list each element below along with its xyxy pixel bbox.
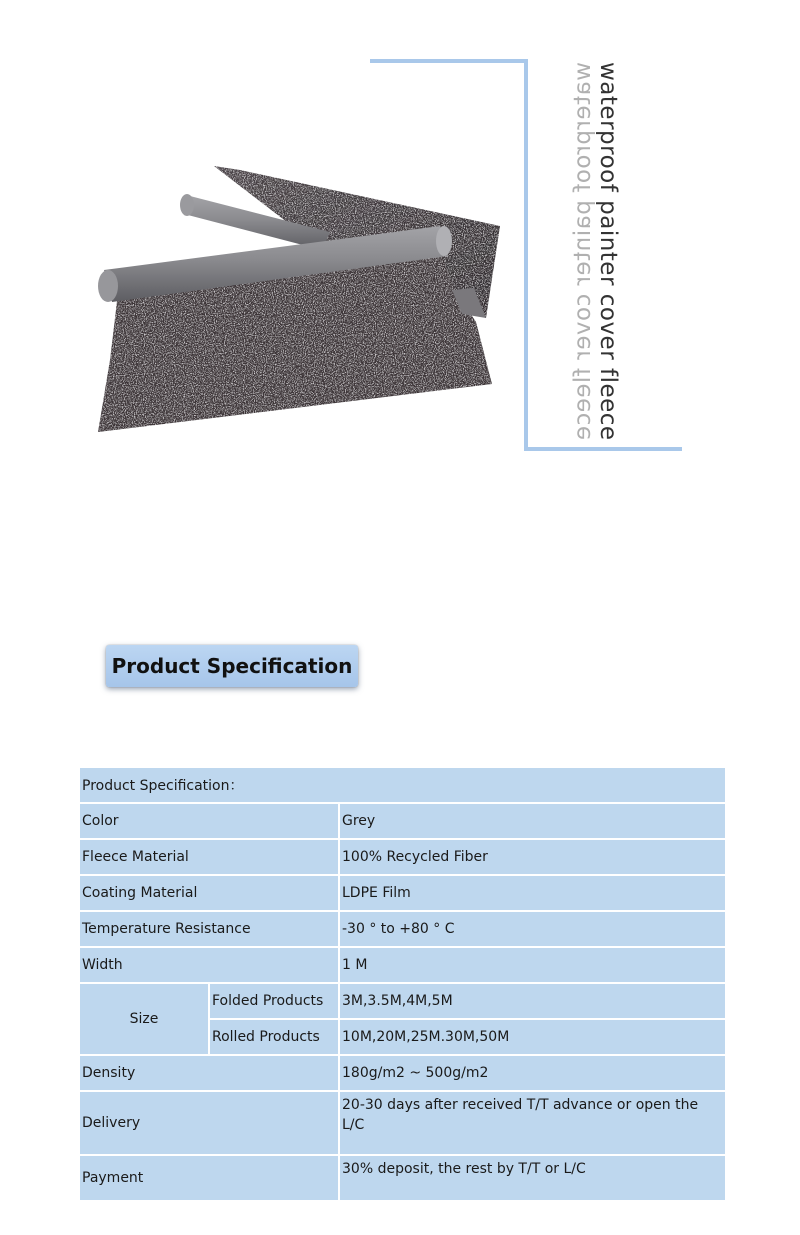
row-value: -30 ° to +80 ° C <box>339 911 726 947</box>
size-sub-value: 10M,20M,25M.30M,50M <box>339 1019 726 1055</box>
row-label: Density <box>79 1055 339 1091</box>
table-row <box>79 911 726 947</box>
row-value: 100% Recycled Fiber <box>339 839 726 875</box>
row-label: Payment <box>79 1155 339 1201</box>
table-row <box>79 1155 726 1201</box>
table-row <box>79 947 726 983</box>
table-row <box>79 983 726 1019</box>
row-label: Fleece Material <box>79 839 339 875</box>
row-label: Color <box>79 803 339 839</box>
vertical-title-reflection: waterproof painter cover fleece <box>570 62 596 441</box>
row-label: Temperature Resistance <box>79 911 339 947</box>
row-value: LDPE Film <box>339 875 726 911</box>
table-header-row <box>79 767 726 803</box>
size-sub-label: Rolled Products <box>209 1019 339 1055</box>
row-label: Width <box>79 947 339 983</box>
size-sub-label: Folded Products <box>209 983 339 1019</box>
product-image <box>0 0 520 460</box>
section-heading: Product Specification <box>106 645 358 687</box>
row-value: Grey <box>339 803 726 839</box>
row-label: Delivery <box>79 1091 339 1155</box>
table-row <box>79 1091 726 1155</box>
table-row <box>79 875 726 911</box>
size-sub-value: 3M,3.5M,4M,5M <box>339 983 726 1019</box>
row-value: 20-30 days after received T/T advance or open the L/C <box>339 1091 726 1155</box>
bracket-vertical-line <box>524 59 528 451</box>
bracket-top-line <box>370 59 528 63</box>
vertical-title: waterproof painter cover fleece <box>595 62 621 441</box>
row-label: Coating Material <box>79 875 339 911</box>
row-value: 180g/m2 ~ 500g/m2 <box>339 1055 726 1091</box>
table-row <box>79 1055 726 1091</box>
spec-table <box>78 766 727 1202</box>
table-row <box>79 839 726 875</box>
size-label: Size <box>79 983 209 1055</box>
bracket-bottom-line <box>524 447 682 451</box>
table-row <box>79 803 726 839</box>
row-value: 30% deposit, the rest by T/T or L/C <box>339 1155 726 1201</box>
table-header-cell: Product Specification： <box>79 767 726 803</box>
row-value: 1 M <box>339 947 726 983</box>
